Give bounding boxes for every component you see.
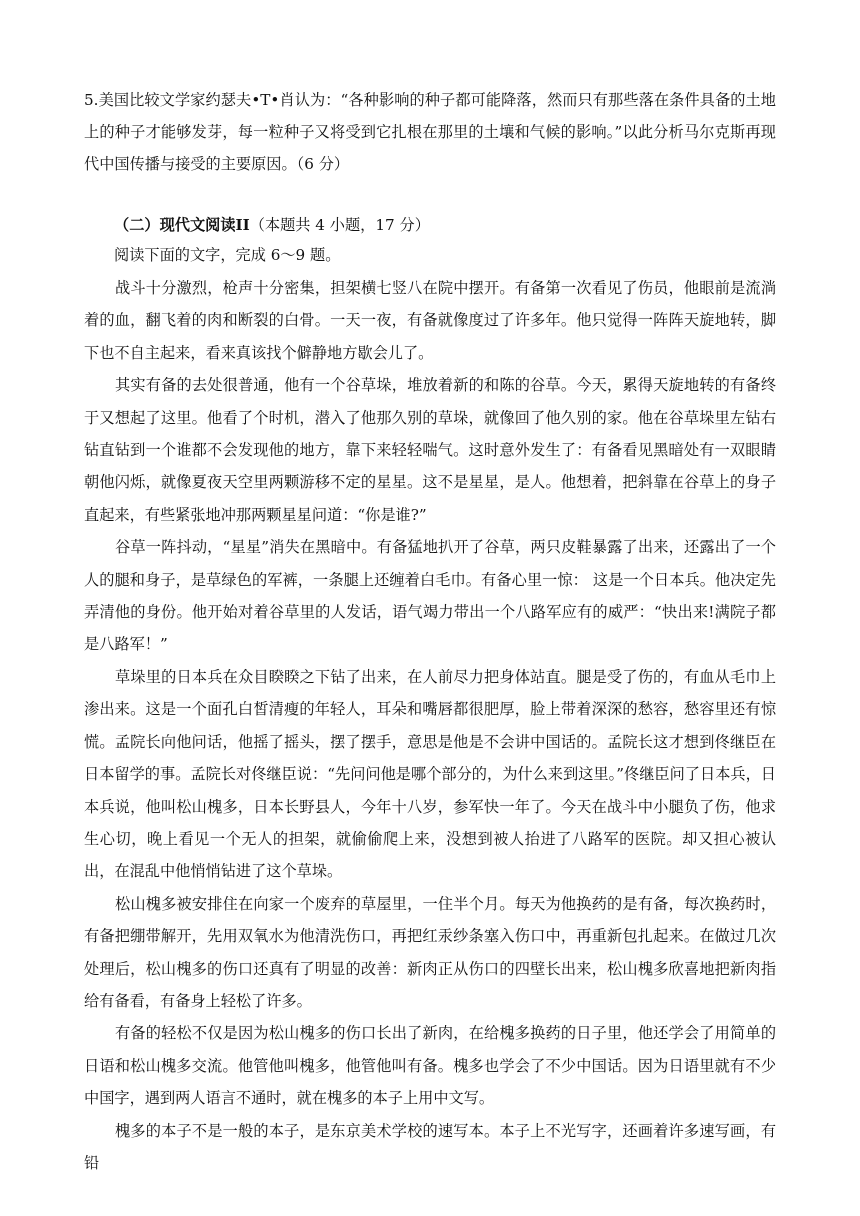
- passage-paragraph: 松山槐多被安排住在向家一个废弃的草屋里，一住半个月。每天为他换药的是有备，每次换药时，有备把绷带解开，先用双氧水为他清洗伤口，再把红汞纱条塞入伤口中，再重新包扎起来。在做过几次处理后，松山槐多的伤口还真有了明显的改善：新肉正从伤口的四壁长出来，松山槐多欣喜地把新肉指给有备看，有备身上轻松了许多。: [84, 894, 776, 1010]
- passage-paragraph: 槐多的本子不是一般的本子，是东京美术学校的速写本。本子上不光写字，还画着许多速写画，有铅: [84, 1121, 776, 1172]
- section-note: （本题共 4 小题，17 分）: [249, 216, 430, 234]
- section-heading: [114, 213, 774, 237]
- section-title: （二）现代文阅读II: [114, 216, 250, 234]
- passage-paragraph: 谷草一阵抖动，“星星”消失在黑暗中。有备猛地扒开了谷草，两只皮鞋暴露了出来，还露出了一个人的腿和身子，是草绿色的军裤，一条腿上还缠着白毛巾。有备心里一惊： 这是一个日本兵。他决定先弄清他的身份。他开始对着谷草里的人发话，语气竭力带出一个八路军应有的威严：“快出来!满院子都是八路军！”: [84, 538, 776, 654]
- reading-instruction: 阅读下面的文字，完成 6～9 题。: [114, 246, 341, 264]
- passage-paragraph: 草垛里的日本兵在众目睽睽之下钻了出来，在人前尽力把身体站直。腿是受了伤的，有血从毛巾上渗出来。这是一个面孔白皙清瘦的年轻人，耳朵和嘴唇都很肥厚，脸上带着深深的愁容，愁容里还有惊慌。孟院长向他问话，他摇了摇头，摆了摆手，意思是他是不会讲中国话的。孟院长这才想到佟继臣在日本留学的事。孟院长对佟继臣说：“先问问他是哪个部分的，为什么来到这里。”佟继臣问了日本兵，日本兵说，他叫松山槐多，日本长野县人，今年十八岁，参军快一年了。今天在战斗中小腿负了伤，他求生心切，晚上看见一个无人的担架，就偷偷爬上来，没想到被人抬进了八路军的医院。却又担心被认出，在混乱中他悄悄钻进了这个草垛。: [84, 667, 776, 881]
- passage-paragraph: 战斗十分激烈，枪声十分密集，担架横七竖八在院中摆开。有备第一次看见了伤员，他眼前是流淌着的血，翻飞着的肉和断裂的白骨。一天一夜，有备就像度过了许多年。他只觉得一阵阵天旋地转，脚下也不自主起来，看来真该找个僻静地方歇会儿了。: [84, 279, 776, 362]
- passage-paragraph: 其实有备的去处很普通，他有一个谷草垛，堆放着新的和陈的谷草。今天，累得天旋地转的有备终于又想起了这里。他看了个时机，潜入了他那久别的草垛，就像回了他久别的家。他在谷草垛里左钻右钻直钻到一个谁都不会发现他的地方，靠下来轻轻喘气。这时意外发生了：有备看见黑暗处有一双眼睛朝他闪烁，就像夏夜天空里两颗游移不定的星星。这不是星星，是人。他想着，把斜靠在谷草上的身子直起来，有些紧张地冲那两颗星星问道：“你是谁?”: [84, 376, 776, 524]
- passage-paragraph: 有备的轻松不仅是因为松山槐多的伤口长出了新肉，在给槐多换药的日子里，他还学会了用简单的日语和松山槐多交流。他管他叫槐多，他管他叫有备。槐多也学会了不少中国话。因为日语里就有不少中国字，遇到两人语言不通时，就在槐多的本子上用中文写。: [84, 1024, 776, 1108]
- passage-body: [84, 272, 776, 1179]
- question-5: 5.美国比较文学家约瑟夫•T•肖认为：“各种影响的种子都可能降落，然而只有那些落在条件具备的土地上的种子才能够发芽，每一粒种子又将受到它扎根在那里的土壤和气候的影响。”以此分析马尔克斯再现代中国传播与接受的主要原因。（6 分）: [84, 91, 776, 174]
